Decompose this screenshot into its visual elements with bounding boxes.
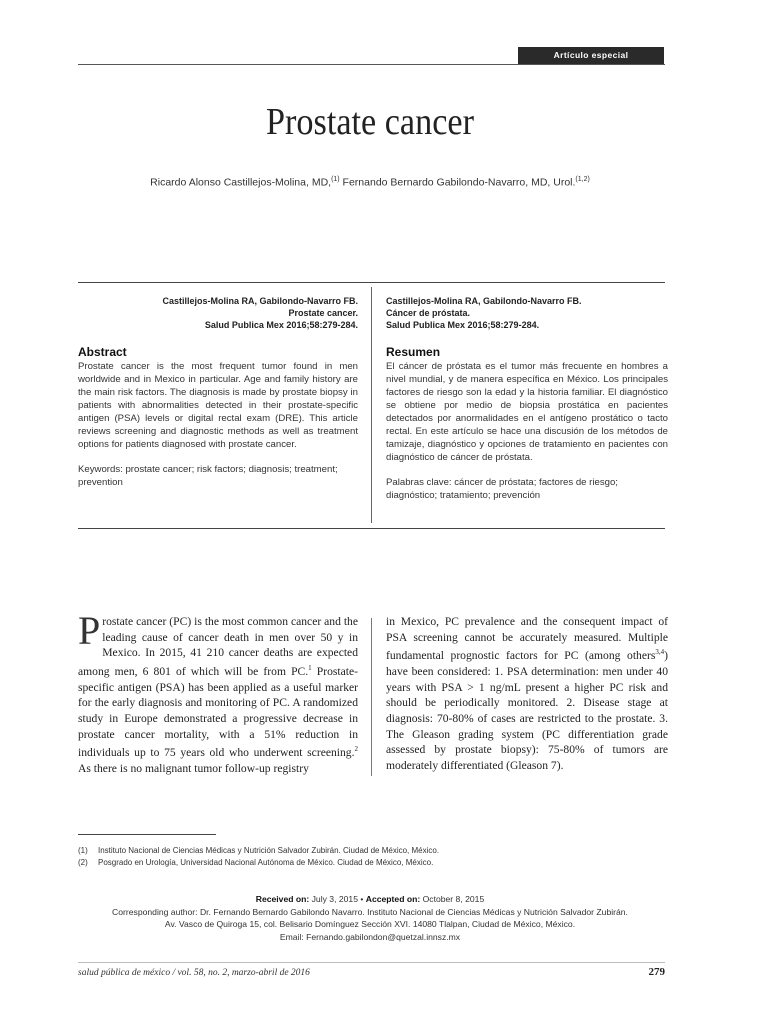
footnote-1	[78, 846, 439, 855]
citation-title: Prostate cancer.	[288, 308, 358, 318]
palabras-clave: Palabras clave: cáncer de próstata; factores de riesgo; diagnóstico; tratamiento; prevención	[386, 477, 618, 501]
body-column-divider	[371, 618, 372, 776]
section-badge: Artículo especial	[518, 47, 664, 64]
footnote-number: (2)	[78, 858, 88, 867]
body-paragraph-d: in Mexico, PC prevalence and the consequent impact of PSA screening cannot be accurately measured. Multiple fundamental prognostic factors for PC (among others	[386, 615, 668, 663]
footnote-text: Instituto Nacional de Ciencias Médicas y Nutrición Salvador Zubirán. Ciudad de México, México.	[98, 846, 440, 855]
corresponding-address: Av. Vasco de Quiroga 15, col. Belisario Domínguez Sección XVI. 14080 Tlalpan, Ciudad de México, México.	[164, 919, 576, 929]
accepted-label: Accepted on:	[365, 894, 421, 904]
accepted-date: October 8, 2015	[420, 894, 485, 904]
abstract-box-bottom-rule	[78, 528, 665, 529]
citation-title: Cáncer de próstata.	[386, 308, 471, 318]
corresponding-author: Corresponding author: Dr. Fernando Bernardo Gabilondo Navarro. Instituto Nacional de Ciencias Médicas y Nutrición Salvador Zubirán.	[112, 906, 628, 917]
header-rule	[78, 64, 665, 65]
body-paragraph-c: As there is no malignant tumor follow-up registry	[78, 762, 309, 776]
footnote-2	[78, 858, 433, 867]
author-line	[0, 176, 740, 189]
reference-1: 1	[308, 664, 312, 673]
footnote-rule	[78, 834, 216, 835]
footnote-text: Posgrado en Urología, Universidad Nacional Autónoma de México. Ciudad de México, México.	[98, 858, 434, 867]
body-text-right-column	[386, 614, 668, 774]
citation-authors: Castillejos-Molina RA, Gabilondo-Navarro FB.	[386, 296, 582, 306]
abstract-heading: Abstract	[78, 345, 127, 359]
received-block	[0, 893, 740, 943]
article-title: Prostate cancer	[266, 101, 474, 143]
drop-cap: P	[78, 608, 101, 653]
author-1: Ricardo Alonso Castillejos-Molina, MD,	[150, 176, 332, 189]
body-text-left-column	[78, 608, 358, 777]
body-paragraph-b: Prostate-specific antigen (PSA) has been applied as a useful marker for the early diagnosis and monitoring of PC. A randomized study in Europe demonstrated a progressive decrease in prostate cancer mortality, with a 51% reduction in individuals up to 75 years old who underwent screening.	[78, 664, 358, 760]
abstract-body: Prostate cancer is the most frequent tumor found in men worldwide and in Mexico in particular. Age and family history are the main risk factors. The diagnosis is made by prostate biopsy in patients with abnormalities detected in their prostate-specific antigen (PSA) levels or digital rectal exam (DRE). This article reviews screening and diagnostic methods as well as treatment options for patients diagnosed with prostate cancer.	[78, 361, 358, 450]
journal-footer: salud pública de méxico / vol. 58, no. 2, marzo-abril de 2016	[78, 968, 310, 978]
received-label: Received on:	[255, 894, 310, 904]
citation-journal: Salud Publica Mex 2016;58:279-284.	[386, 320, 540, 330]
abstract-column-divider	[371, 287, 372, 523]
abstract-box-top-rule	[78, 282, 665, 283]
body-paragraph-e: ) have been considered: 1. PSA determination: men under 40 years with PSA > 1 ng/mL present a higher PC risk and should be periodically monitored. 2. Disease stage at diagnosis: 70-80% of cases are restricted to the prostate. 3. The Gleason grading system (PC differentiation grade assessed by prostate biopsy): 75-80% of tumors are moderately differentiated (Gleason 7).	[386, 649, 668, 773]
resumen-heading: Resumen	[386, 345, 441, 359]
citation-journal: Salud Publica Mex 2016;58:279-284.	[204, 320, 358, 330]
citation-english	[78, 295, 358, 331]
body-paragraph-a: rostate cancer (PC) is the most common cancer and the leading cause of cancer death in men over 50 y in Mexico. In 2015, 41 210 cancer deaths are expected among men, 6 801 of which will be from PC.	[78, 615, 358, 678]
keywords: Keywords: prostate cancer; risk factors; diagnosis; treatment; prevention	[78, 464, 338, 488]
abstract-spanish	[386, 295, 668, 502]
author-2: Fernando Bernardo Gabilondo-Navarro, MD, Urol.	[339, 176, 576, 189]
page-number: 279	[648, 966, 665, 978]
citation-spanish	[386, 295, 668, 331]
received-dates	[0, 893, 740, 906]
footnote-number: (1)	[78, 846, 88, 855]
abstract-english	[78, 295, 358, 489]
reference-3-4: 3,4	[655, 648, 665, 657]
footer-rule	[78, 962, 665, 963]
received-date: July 3, 2015 •	[309, 894, 366, 904]
corresponding-email: Email: Fernando.gabilondon@quetzal.innsz.mx	[279, 931, 461, 942]
resumen-body: El cáncer de próstata es el tumor más frecuente en hombres a nivel mundial, y de manera específica en México. Los principales factores de riesgo son la edad y la historia familiar. El diagnóstico se obtiene por medio de biopsia prostática en pacientes detectados por anormalidades en el antígeno prostático o tacto rectal. En este artículo se hace una discusión de los métodos de tamizaje, diagnóstico y opciones de tratamiento en pacientes con diagnóstico de cáncer de próstata.	[386, 361, 668, 463]
author-1-affiliation: (1)	[331, 176, 340, 183]
reference-2: 2	[354, 745, 358, 754]
citation-authors: Castillejos-Molina RA, Gabilondo-Navarro FB.	[162, 296, 358, 306]
author-2-affiliation: (1,2)	[575, 176, 590, 183]
